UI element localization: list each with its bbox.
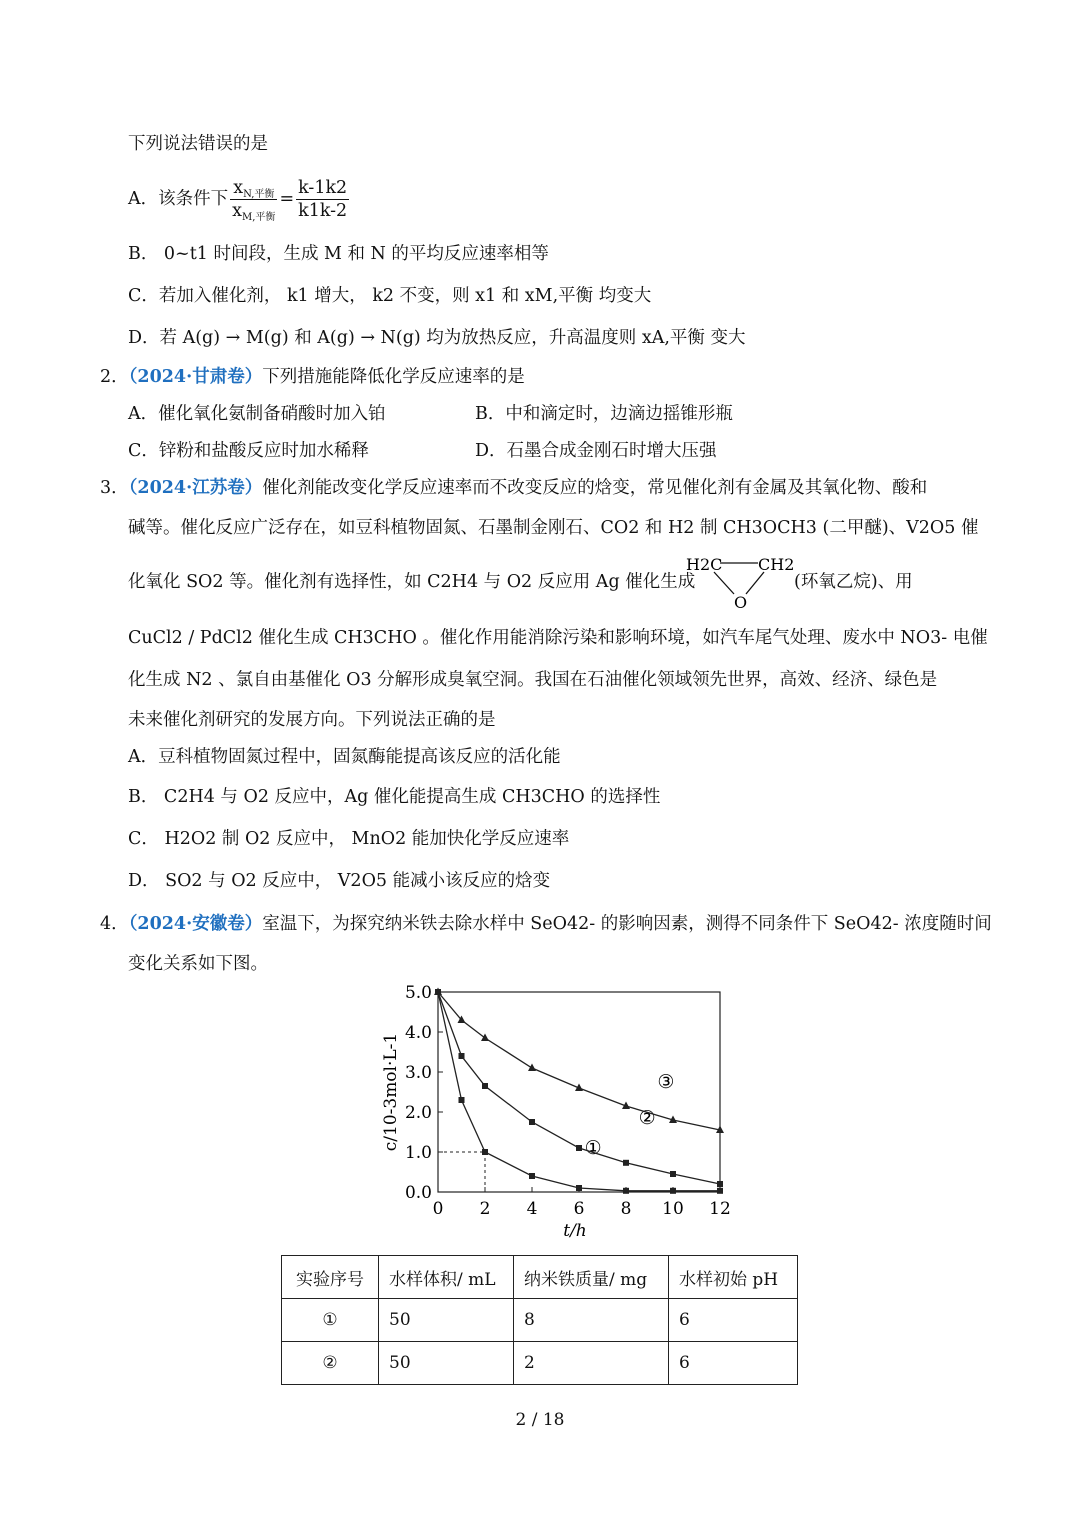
y-tick-label: 5.0 xyxy=(404,983,432,1003)
x-tick-label: 12 xyxy=(709,1199,731,1219)
data-point xyxy=(717,1181,723,1187)
series-line-1 xyxy=(438,992,720,1191)
data-point xyxy=(459,1097,465,1103)
epoxide-co-bond-right xyxy=(746,572,764,594)
table-cell: 6 xyxy=(669,1342,798,1385)
table-row xyxy=(282,1299,798,1342)
table-cell: 6 xyxy=(669,1299,798,1342)
table-cell: 50 xyxy=(379,1299,514,1342)
q1-option-c[interactable]: C．若加入催化剂， k1 增大， k2 不变，则 x1 和 xM,平衡 均变大 xyxy=(128,286,652,306)
rate-constants-numerator: k-1k2 xyxy=(298,178,348,198)
x-axis-label: t/h xyxy=(563,1221,587,1241)
series-label-3: ③ xyxy=(657,1071,675,1093)
q3-line-3a: 化氧化 SO2 等。催化剂有选择性，如 C2H4 与 O2 反应用 Ag 催化生成 xyxy=(128,572,696,592)
epoxide-structure xyxy=(684,550,796,612)
q2-option-b[interactable]: B．中和滴定时，边滴边摇锥形瓶 xyxy=(475,404,733,424)
rate-constants-denominator: k1k-2 xyxy=(298,201,348,221)
data-point xyxy=(529,1119,535,1125)
fraction-k xyxy=(296,177,349,222)
source-tag: （2024·甘肃卷） xyxy=(128,367,263,387)
header-cell: 水样体积/ mL xyxy=(379,1256,514,1299)
q2-stem xyxy=(100,365,525,389)
q3-option-c[interactable]: C． H2O2 制 O2 反应中， MnO2 能加快化学反应速率 xyxy=(128,829,570,849)
header-cell: 实验序号 xyxy=(282,1256,379,1299)
table-header-row xyxy=(282,1256,798,1299)
source-tag: （2024·江苏卷） xyxy=(128,478,263,498)
table-cell: 8 xyxy=(514,1299,669,1342)
data-point xyxy=(529,1173,535,1179)
data-point xyxy=(459,1053,465,1059)
table-cell: ① xyxy=(282,1299,379,1342)
x-tick-label: 2 xyxy=(479,1199,491,1219)
data-point xyxy=(717,1188,723,1194)
table-cell: 2 xyxy=(514,1342,669,1385)
y-tick-label: 2.0 xyxy=(404,1103,432,1123)
table-cell: ② xyxy=(282,1342,379,1385)
epoxide-h2c: H2C xyxy=(686,555,723,574)
concentration-chart xyxy=(370,980,770,1245)
q3-line-4: CuCl2 / PdCl2 催化生成 CH3CHO 。催化作用能消除污染和影响环境，如汽车尾气处理、废水中 NO3- 电催 xyxy=(128,628,988,648)
x-tick-label: 10 xyxy=(662,1199,684,1219)
header-cell: 水样初始 pH xyxy=(669,1256,798,1299)
q1-intro: 下列说法错误的是 xyxy=(128,134,268,154)
y-axis-label: c/10-3mol·L-1 xyxy=(381,1032,401,1152)
question-number: 3． xyxy=(100,478,129,498)
q1-option-d[interactable]: D．若 A(g) → M(g) 和 A(g) → N(g) 均为放热反应，升高温度则 xA,平衡 变大 xyxy=(128,328,746,348)
data-point xyxy=(528,1064,536,1072)
x-tick-label: 8 xyxy=(620,1199,632,1219)
source-tag: （2024·安徽卷） xyxy=(128,914,263,934)
q2-option-c[interactable]: C．锌粉和盐酸反应时加水稀释 xyxy=(128,441,369,461)
x-tick-label: 4 xyxy=(526,1199,538,1219)
q2-option-a[interactable]: A．催化氧化氨制备硝酸时加入铂 xyxy=(128,404,386,424)
y-tick-label: 0.0 xyxy=(404,1183,432,1203)
question-number: 4． xyxy=(100,914,129,934)
q3-line-3b: (环氧乙烷)、用 xyxy=(794,572,913,592)
data-point xyxy=(623,1188,629,1194)
q1-option-b[interactable]: B． 0~t1 时间段，生成 M 和 N 的平均反应速率相等 xyxy=(128,244,549,264)
q3-option-b[interactable]: B． C2H4 与 O2 反应中，Ag 催化能提高生成 CH3CHO 的选择性 xyxy=(128,787,661,807)
y-tick-label: 1.0 xyxy=(404,1143,432,1163)
equals-sign: = xyxy=(279,189,295,209)
series-line-3 xyxy=(438,992,720,1130)
x-tick-label: 6 xyxy=(573,1199,585,1219)
data-point xyxy=(576,1185,582,1191)
q2-option-d[interactable]: D．石墨合成金刚石时增大压强 xyxy=(475,441,717,461)
q3-option-a[interactable]: A．豆科植物固氮过程中，固氮酶能提高该反应的活化能 xyxy=(128,747,561,767)
y-tick-label: 4.0 xyxy=(404,1023,432,1043)
q3-line-2: 碱等。催化反应广泛存在，如豆科植物固氮、石墨制金刚石、CO2 和 H2 制 CH3OCH3 (二甲醚)、V2O5 催 xyxy=(128,518,979,538)
data-point xyxy=(670,1188,676,1194)
page-number: 2 / 18 xyxy=(515,1410,565,1430)
q3-option-d[interactable]: D． SO2 与 O2 反应中， V2O5 能减小该反应的焓变 xyxy=(128,871,551,891)
table-cell: 50 xyxy=(379,1342,514,1385)
fraction-x: $\frac{x_{N,平衡}}{x_{M,平衡}}$ xyxy=(232,178,276,223)
q3-line-6: 未来催化剂研究的发展方向。下列说法正确的是 xyxy=(128,710,496,730)
data-point xyxy=(576,1145,582,1151)
data-point xyxy=(623,1160,629,1166)
q3-line-1: 3．（2024·江苏卷）催化剂能改变化学反应速率而不改变反应的焓变，常见催化剂有金属及其氧化物、酸和 xyxy=(100,478,928,498)
epoxide-ch2: CH2 xyxy=(758,555,795,574)
q3-line-5: 化生成 N2 、氯自由基催化 O3 分解形成臭氧空洞。我国在石油催化领域领先世界，高效、经济、绿色是 xyxy=(128,670,938,690)
experiment-table xyxy=(281,1255,798,1385)
question-number: 2． xyxy=(100,367,129,387)
stem-text: 下列措施能降低化学反应速率的是 xyxy=(262,367,525,387)
x-tick-label: 0 xyxy=(432,1199,444,1219)
q4-line-2: 变化关系如下图。 xyxy=(128,954,268,974)
data-point xyxy=(481,1034,489,1042)
data-point xyxy=(482,1083,488,1089)
q4-line-1: 4．（2024·安徽卷）室温下，为探究纳米铁去除水样中 SeO42- 的影响因素，测得不同条件下 SeO42- 浓度随时间 xyxy=(100,914,992,934)
data-point xyxy=(482,1149,488,1155)
epoxide-o: O xyxy=(734,593,748,612)
header-cell: 纳米铁质量/ mg xyxy=(514,1256,669,1299)
option-a-label: A．该条件下 xyxy=(128,189,229,209)
epoxide-co-bond-left xyxy=(714,572,734,594)
table-row xyxy=(282,1342,798,1385)
series-label-2: ② xyxy=(638,1107,656,1129)
y-tick-label: 3.0 xyxy=(404,1063,432,1083)
q1-option-a[interactable] xyxy=(128,174,351,224)
data-point xyxy=(670,1171,676,1177)
series-label-1: ① xyxy=(584,1137,602,1159)
plot-frame xyxy=(438,992,720,1192)
